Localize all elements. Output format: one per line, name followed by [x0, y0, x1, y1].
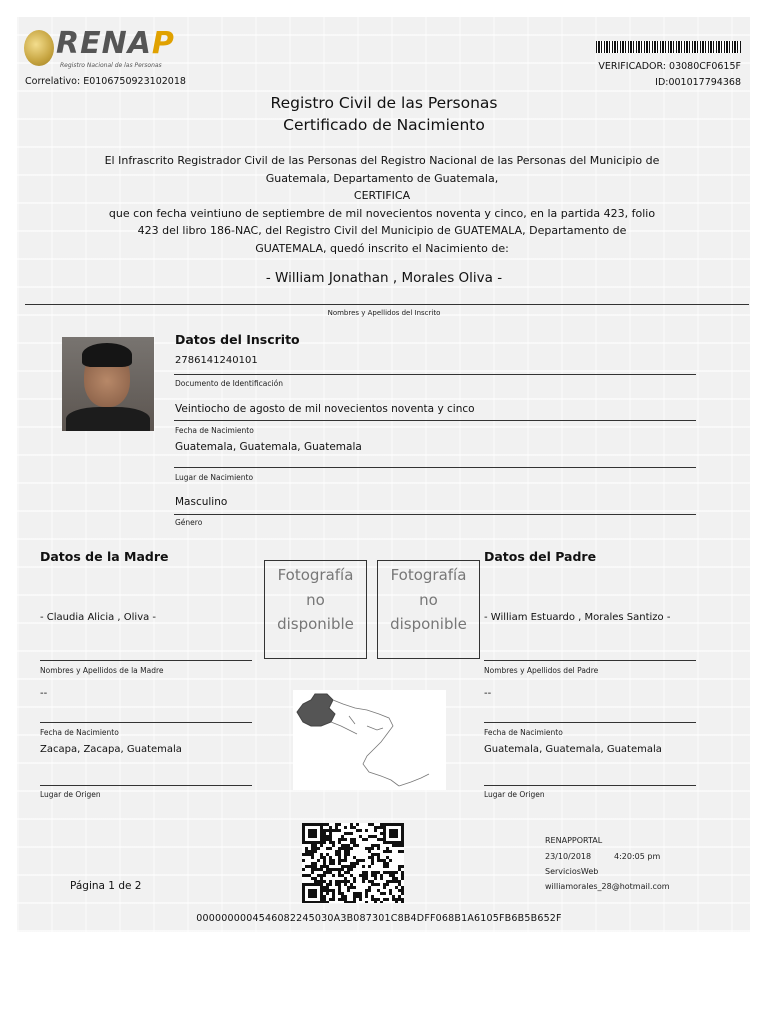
placeholder-text: disponible — [277, 615, 354, 633]
body-line: El Infrascrito Registrador Civil de las Personas del Registro Nacional de las Personas del Municipio de — [104, 154, 660, 167]
body-line: que con fecha veintiuno de septiembre de mil novecientos noventa y cinco, en la partida 423, folio — [108, 206, 656, 220]
field-line — [484, 660, 696, 661]
padre-name-label: Nombres y Apellidos del Padre — [484, 666, 599, 675]
title-line-1: Registro Civil de las Personas — [270, 94, 498, 112]
inscrito-name-label: Nombres y Apellidos del Inscrito — [327, 309, 441, 317]
field-line — [174, 420, 696, 421]
padre-origin-label: Lugar de Origen — [484, 790, 545, 799]
body-line: GUATEMALA, quedó inscrito el Nacimiento de: — [255, 241, 509, 255]
qr-code — [302, 823, 404, 903]
field-line — [174, 374, 696, 375]
body-line: Guatemala, Departamento de Guatemala, — [265, 171, 499, 185]
place-label: Lugar de Nacimiento — [175, 473, 254, 482]
madre-birth-value: -- — [40, 688, 48, 699]
guatemala-shape — [297, 694, 335, 726]
padre-birth-value: -- — [484, 688, 492, 699]
doc-label: Documento de Identificación — [175, 379, 283, 388]
padre-photo-placeholder — [377, 560, 480, 659]
madre-origin-label: Lugar de Origen — [40, 790, 101, 799]
madre-name-label: Nombres y Apellidos de la Madre — [40, 666, 164, 675]
correlativo: Correlativo: E0106750923102018 — [25, 76, 186, 87]
field-line — [40, 722, 252, 723]
madre-heading: Datos de la Madre — [40, 549, 169, 564]
service-name: ServiciosWeb — [545, 867, 599, 876]
placeholder-text: Fotografía — [390, 566, 467, 584]
logo-text: RENAP — [56, 26, 175, 61]
body-paragraph — [100, 152, 664, 257]
padre-origin-value: Guatemala, Guatemala, Guatemala — [484, 744, 662, 755]
madre-origin-value: Zacapa, Zacapa, Guatemala — [40, 744, 182, 755]
gender-value: Masculino — [175, 496, 228, 508]
fingerprint-icon — [24, 30, 54, 66]
region-borders — [331, 700, 429, 786]
birth-label: Fecha de Nacimiento — [175, 426, 254, 435]
field-line — [174, 514, 696, 515]
madre-photo-placeholder — [264, 560, 367, 659]
placeholder-text: Fotografía — [277, 566, 354, 584]
document-hash: 0000000004546082245030A3B087301C8B4DFF068B1A6105FB6B5B652F — [196, 913, 562, 924]
issue-date: 23/10/2018 — [545, 852, 592, 861]
inscrito-heading: Datos del Inscrito — [175, 332, 300, 347]
placeholder-text: disponible — [390, 615, 467, 633]
field-line — [484, 722, 696, 723]
title-line-2: Certificado de Nacimiento — [283, 116, 485, 134]
logo-subtitle: Registro Nacional de las Personas — [60, 62, 162, 69]
central-america-map — [293, 690, 446, 790]
document-id: ID:001017794368 — [655, 77, 741, 88]
field-line — [40, 785, 252, 786]
padre-birth-label: Fecha de Nacimiento — [484, 728, 563, 737]
field-line — [484, 785, 696, 786]
renap-logo — [24, 26, 184, 72]
inscrito-photo — [62, 337, 154, 431]
portal-name: RENAPPORTAL — [545, 836, 603, 845]
field-line — [40, 660, 252, 661]
padre-heading: Datos del Padre — [484, 549, 597, 564]
placeholder-text: no — [419, 590, 438, 609]
placeholder-text: no — [306, 590, 325, 609]
issue-time: 4:20:05 pm — [614, 852, 661, 861]
body-line: CERTIFICA — [353, 189, 411, 202]
page-number: Página 1 de 2 — [70, 880, 142, 892]
inscrito-name: - William Jonathan , Morales Oliva - — [265, 270, 503, 286]
doc-value: 2786141240101 — [175, 355, 258, 366]
verificador: VERIFICADOR: 03080CF0615F — [598, 61, 741, 72]
barcode — [596, 41, 741, 53]
user-email: williamorales_28@hotmail.com — [545, 882, 670, 891]
field-line — [174, 467, 696, 468]
place-value: Guatemala, Guatemala, Guatemala — [175, 441, 362, 453]
madre-name-value: - Claudia Alicia , Oliva - — [40, 612, 157, 623]
birth-value: Veintiocho de agosto de mil novecientos noventa y cinco — [175, 403, 475, 415]
madre-birth-label: Fecha de Nacimiento — [40, 728, 119, 737]
gender-label: Género — [175, 518, 203, 527]
body-line: 423 del libro 186-NAC, del Registro Civil del Municipio de GUATEMALA, Departamento de — [137, 224, 627, 237]
divider — [25, 304, 749, 305]
padre-name-value: - William Estuardo , Morales Santizo - — [484, 612, 671, 623]
